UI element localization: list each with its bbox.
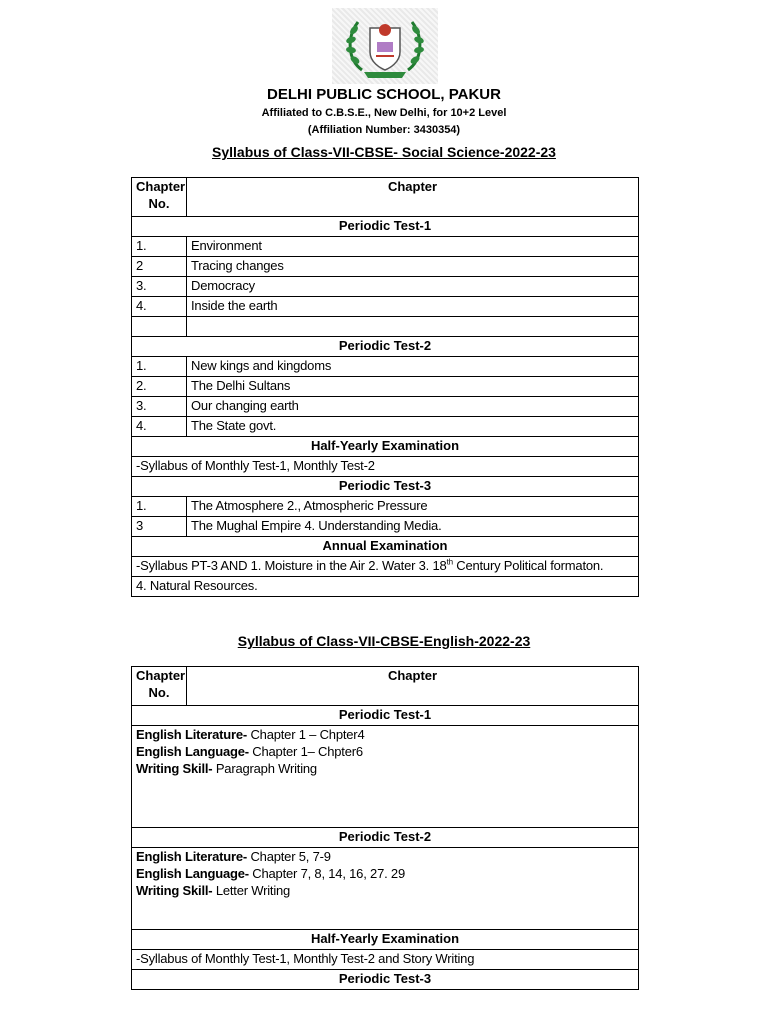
chapter-no: 1. xyxy=(132,237,187,257)
social-science-title: Syllabus of Class-VII-CBSE- Social Science-2022-23 xyxy=(212,144,556,160)
chapter-name: New kings and kingdoms xyxy=(187,357,639,377)
school-emblem-icon xyxy=(332,8,438,84)
chapter-no: 2 xyxy=(132,257,187,277)
chapter-no: 3. xyxy=(132,277,187,297)
half-yearly-syllabus: -Syllabus of Monthly Test-1, Monthly Test-2 and Story Writing xyxy=(132,950,639,970)
chapter-name: The Mughal Empire 4. Understanding Media. xyxy=(187,517,639,537)
section-periodic-test-1: Periodic Test-1 xyxy=(132,706,639,726)
annual-syllabus-line-2: 4. Natural Resources. xyxy=(132,577,639,597)
table-header-row xyxy=(132,178,639,217)
table-row xyxy=(132,237,639,257)
literature-value: Chapter 5, 7-9 xyxy=(247,849,331,864)
chapter-no: 1. xyxy=(132,357,187,377)
pt2-syllabus-block xyxy=(132,848,639,930)
table-row xyxy=(132,297,639,317)
language-value: Chapter 1– Chpter6 xyxy=(248,744,363,759)
section-periodic-test-3: Periodic Test-3 xyxy=(132,970,639,990)
pt1-writing-line xyxy=(136,760,634,777)
writing-value: Letter Writing xyxy=(212,883,291,898)
table-header-row xyxy=(132,667,639,706)
pt1-literature-line xyxy=(136,726,634,743)
section-periodic-test-1: Periodic Test-1 xyxy=(132,217,639,237)
section-periodic-test-3: Periodic Test-3 xyxy=(132,477,639,497)
chapter-no: 1. xyxy=(132,497,187,517)
chapter-no: 2. xyxy=(132,377,187,397)
chapter-name: The State govt. xyxy=(187,417,639,437)
table-row xyxy=(132,377,639,397)
writing-label: Writing Skill- xyxy=(136,883,213,898)
pt2-writing-line xyxy=(136,882,634,899)
language-label: English Language- xyxy=(136,866,249,881)
chapter-name: The Delhi Sultans xyxy=(187,377,639,397)
annual-line-1-post: Century Political formaton. xyxy=(452,558,604,573)
pt1-language-line xyxy=(136,743,634,760)
col-header-chapter-no: Chapter No. xyxy=(132,178,187,217)
affiliation-text: Affiliated to C.B.S.E., New Delhi, for 10+2 Level xyxy=(261,107,507,119)
col-header-chapter: Chapter xyxy=(187,178,639,217)
chapter-name: The Atmosphere 2., Atmospheric Pressure xyxy=(187,497,639,517)
annual-line-1-sup: th xyxy=(446,557,453,567)
language-label: English Language- xyxy=(136,744,249,759)
school-name: DELHI PUBLIC SCHOOL, PAKUR xyxy=(267,86,501,103)
table-row xyxy=(132,417,639,437)
table-row xyxy=(132,277,639,297)
chapter-name xyxy=(187,317,639,337)
empty-row xyxy=(132,317,639,337)
chapter-name: Inside the earth xyxy=(187,297,639,317)
annual-line-1-pre: -Syllabus PT-3 AND 1. Moisture in the Air 2. Water 3. 18 xyxy=(136,558,447,573)
table-row xyxy=(132,357,639,377)
chapter-no: 4. xyxy=(132,417,187,437)
chapter-no: 3. xyxy=(132,397,187,417)
table-row xyxy=(132,397,639,417)
chapter-no xyxy=(132,317,187,337)
writing-value: Paragraph Writing xyxy=(212,761,317,776)
affiliation-number: (Affiliation Number: 3430354) xyxy=(307,124,461,136)
language-value: Chapter 7, 8, 14, 16, 27. 29 xyxy=(248,866,405,881)
literature-label: English Literature- xyxy=(136,849,248,864)
section-periodic-test-2: Periodic Test-2 xyxy=(132,337,639,357)
literature-value: Chapter 1 – Chpter4 xyxy=(247,727,365,742)
writing-label: Writing Skill- xyxy=(136,761,213,776)
section-periodic-test-2: Periodic Test-2 xyxy=(132,828,639,848)
chapter-name: Tracing changes xyxy=(187,257,639,277)
col-header-chapter-no: Chapter No. xyxy=(132,667,187,706)
half-yearly-syllabus: -Syllabus of Monthly Test-1, Monthly Test-2 xyxy=(132,457,639,477)
english-table xyxy=(131,666,639,990)
section-annual-exam: Annual Examination xyxy=(132,537,639,557)
chapter-name: Democracy xyxy=(187,277,639,297)
chapter-name: Environment xyxy=(187,237,639,257)
literature-label: English Literature- xyxy=(136,727,248,742)
section-half-yearly: Half-Yearly Examination xyxy=(132,930,639,950)
pt1-syllabus-block xyxy=(132,726,639,828)
english-title: Syllabus of Class-VII-CBSE-English-2022-23 xyxy=(237,633,531,649)
pt2-language-line xyxy=(136,865,634,882)
pt2-literature-line xyxy=(136,848,634,865)
table-row xyxy=(132,517,639,537)
table-row xyxy=(132,497,639,517)
social-science-table xyxy=(131,177,639,597)
table-row xyxy=(132,257,639,277)
chapter-no: 3 xyxy=(132,517,187,537)
annual-syllabus-line-1 xyxy=(132,557,639,577)
chapter-no: 4. xyxy=(132,297,187,317)
chapter-name: Our changing earth xyxy=(187,397,639,417)
section-half-yearly: Half-Yearly Examination xyxy=(132,437,639,457)
col-header-chapter: Chapter xyxy=(187,667,639,706)
